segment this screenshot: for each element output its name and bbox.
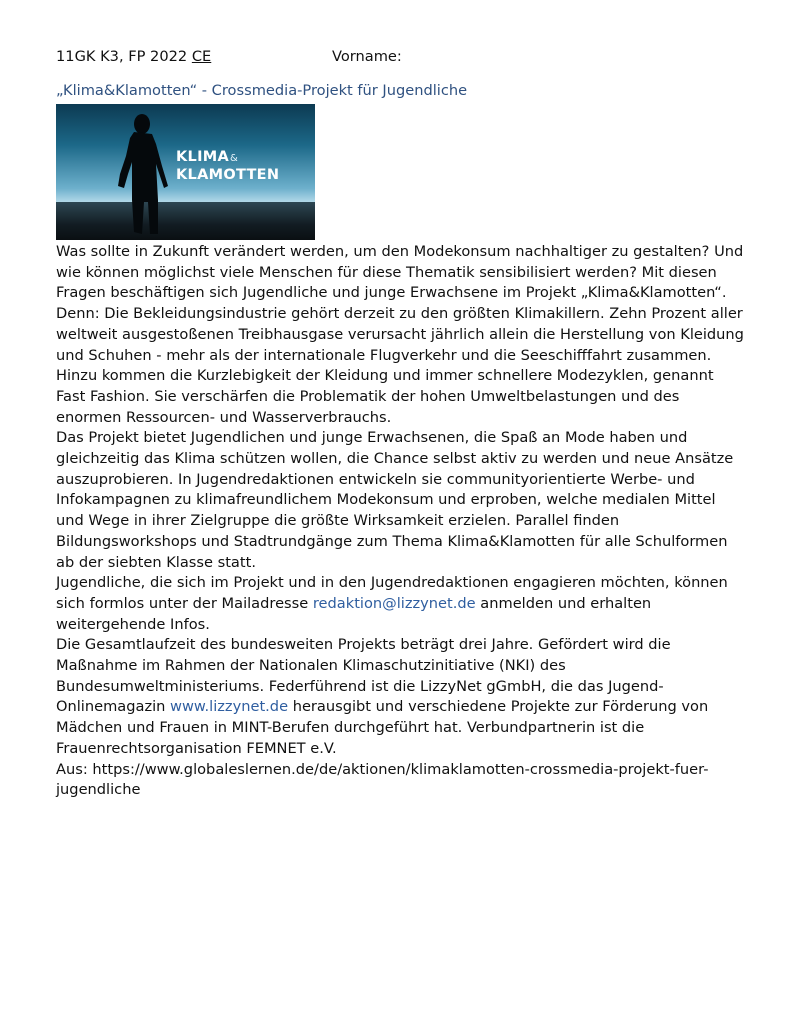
worksheet-page (56, 46, 746, 801)
logo-ampersand: & (230, 153, 239, 164)
course-suffix: CE (191, 48, 212, 65)
header-line (56, 46, 746, 68)
funding-text-after: herausgibt und verschiedene Projekte zur Förderung von Mädchen und Frauen in MINT-Berufen durchgeführt hat. Verbundpartnerin ist die Frauenrechtsorganisation FEMNET e.V. (56, 698, 709, 757)
logo-klamotten: KLAMOTTEN (176, 167, 280, 183)
course-code-text: 11GK K3, FP 2022 (56, 48, 188, 65)
lizzynet-link[interactable]: www.lizzynet.de (170, 698, 289, 716)
paragraph-project: Das Projekt bietet Jugendlichen und junge Erwachsenen, die Spaß an Mode haben und gleichzeitig das Klima schützen wollen, die Chance selbst aktiv zu werden und neue Ansätze auszuprobieren. In Jugendredaktionen entwickeln sie communityorientierte Werbe- und Infokampagnen zu klimafreundlichem Modekonsum und erproben, welche medialen Mittel und Wege in ihrer Zielgruppe die größte Wirksamkeit erzielen. Parallel finden Bildungsworkshops und Stadtrundgänge zum Thema Klima&Klamotten für alle Schulformen ab der siebten Klasse statt. (56, 429, 734, 571)
contact-text-before: Jugendliche, die sich im Projekt und in den Jugendredaktionen engagieren möchten, können sich formlos unter der Mailadresse (56, 574, 728, 612)
logo-klima: KLIMA (176, 149, 230, 165)
email-link[interactable]: redaktion@lizzynet.de (312, 594, 476, 612)
paragraph-funding (56, 635, 746, 759)
klima-klamotten-logo (176, 148, 279, 183)
klima-klamotten-image (56, 104, 315, 240)
contact-text-after: anmelden und erhalten weitergehende Infos. (56, 594, 652, 633)
funding-text-before: Die Gesamtlaufzeit des bundesweiten Projekts beträgt drei Jahre. Gefördert wird die Maßnahme im Rahmen der Nationalen Klimaschutzinitiative (NKI) des Bundesumweltministeriums. Federführend ist die LizzyNet gGmbH, die das Jugend-Onlinemagazin (56, 636, 671, 716)
source-citation: Aus: https://www.globaleslernen.de/de/aktionen/klimaklamotten-crossmedia-projekt-fuer-jugendliche (56, 760, 709, 799)
paragraph-contact (56, 573, 746, 635)
article-body (56, 242, 746, 801)
paragraph-intro: Was sollte in Zukunft verändert werden, um den Modekonsum nachhaltiger zu gestalten? Und wie können möglichst viele Menschen für diese Thematik sensibilisiert werden? Mit diesen Fragen beschäftigen sich Jugendliche und junge Erwachsene im Projekt „Klima&Klamotten“. Denn: Die Bekleidungsindustrie gehört derzeit zu den größten Klimakillern. Zehn Prozent aller weltweit ausgestoßenen Treibhausgase verursacht jährlich allein die Herstellung von Kleidung und Schuhen - mehr als der internationale Flugverkehr und die Seeschifffahrt zusammen. Hinzu kommen die Kurzlebigkeit der Kleidung und immer schnellere Modezyklen, genannt Fast Fashion. Sie verschärfen die Problematik der hohen Umweltbelastungen und des enormen Ressourcen- und Wasserverbrauchs. (56, 243, 744, 426)
article-title[interactable]: „Klima&Klamotten“ - Crossmedia-Projekt für Jugendliche (56, 82, 468, 99)
course-code (56, 46, 211, 68)
first-name-label: Vorname: (332, 48, 402, 65)
